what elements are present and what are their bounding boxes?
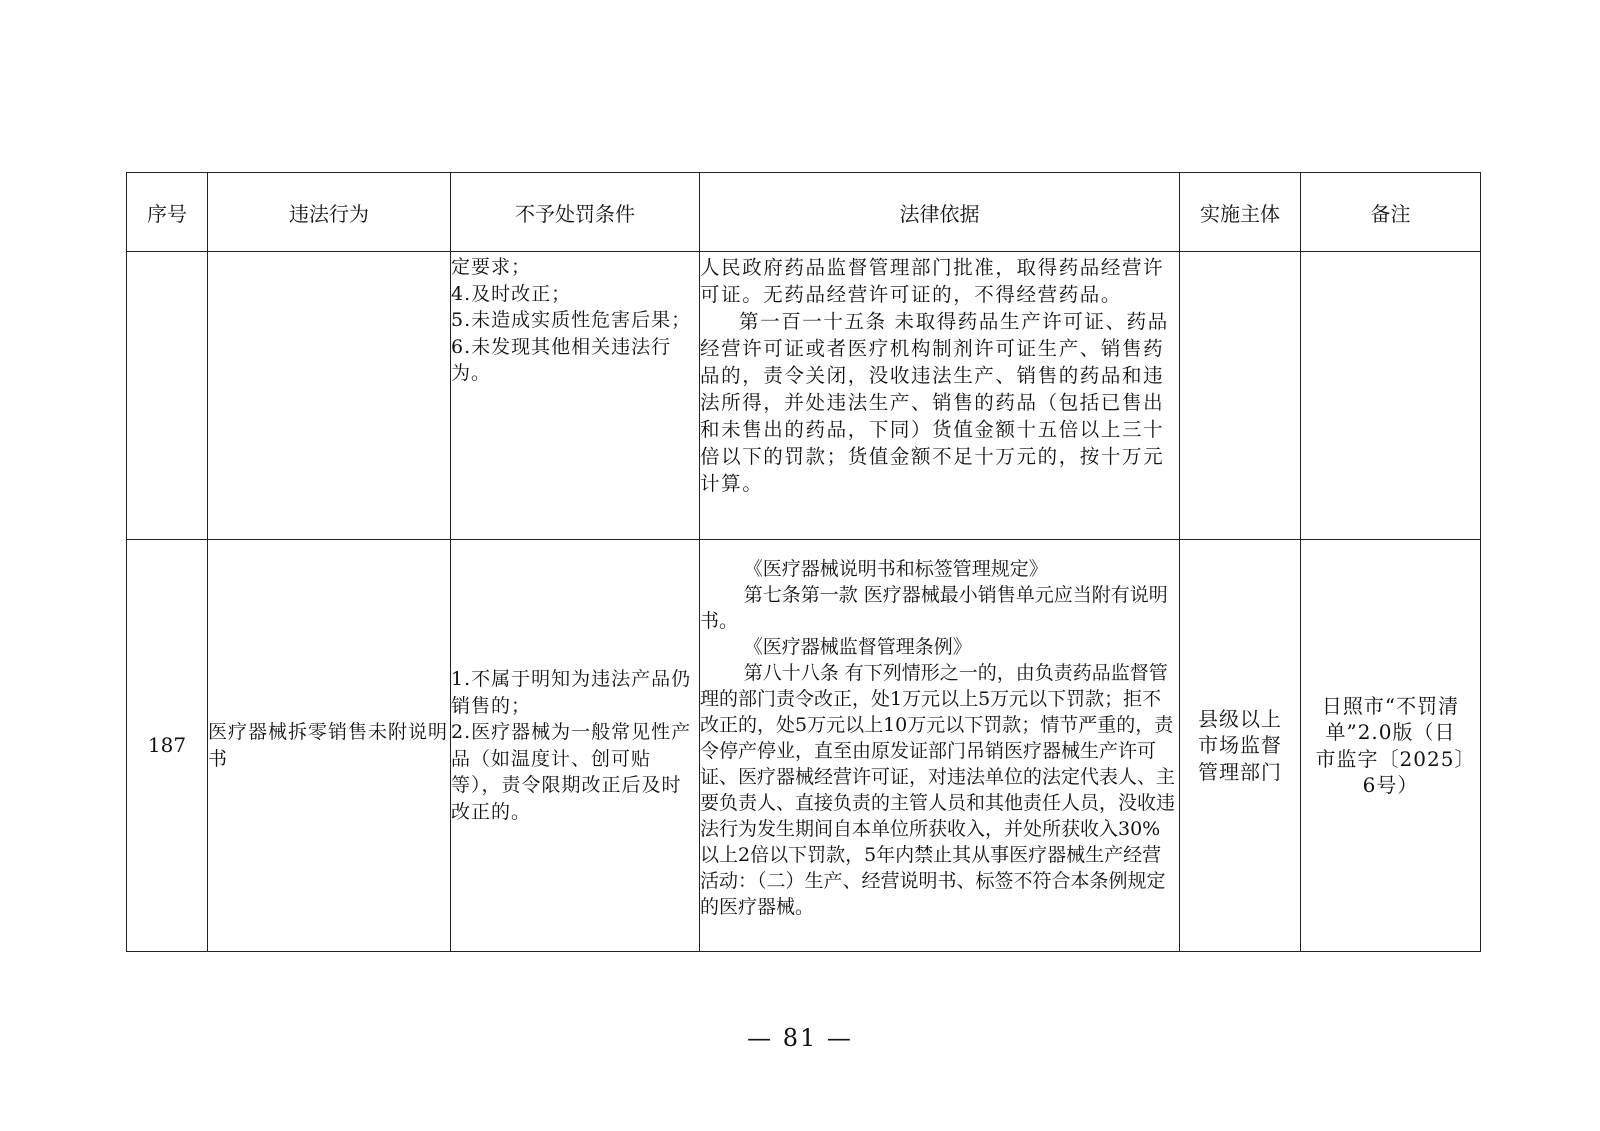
legal-paragraph: 第七条第一款 医疗器械最小销售单元应当附有说明书。 <box>700 584 1168 632</box>
legal-paragraph: 第八十八条 有下列情形之一的，由负责药品监督管理的部门责令改正，处1万元以上5万元以下罚款；拒不改正的，处5万元以上10万元以下罚款；情节严重的，责令停产停业，直至由原发证部门吊销医疗器械生产许可证、医疗器械经营许可证，对违法单位的法定代表人、主要负责人、直接负责的主管人员和其他责任人员，没收违法行为发生期间自本单位所获收入，并处所获收入30%以上2倍以下罚款，5年内禁止其从事医疗器械生产经营活动：（二）生产、经营说明书、标签不符合本条例规定的医疗器械。 <box>700 662 1176 918</box>
cont-seq-cell <box>127 252 208 540</box>
header-remarks: 备注 <box>1301 173 1481 252</box>
row-legal-basis-cell <box>700 540 1180 952</box>
legal-paragraph: 《医疗器械说明书和标签管理规定》 <box>743 558 1048 580</box>
row-behavior-cell: 医疗器械拆零销售未附说明书 <box>208 540 451 952</box>
header-conditions: 不予处罚条件 <box>451 173 700 252</box>
cont-legal-paragraph: 人民政府药品监督管理部门批准，取得药品经营许可证。无药品经营许可证的，不得经营药品。 <box>700 256 1165 306</box>
table-row-continued <box>127 252 1481 540</box>
cont-condition-line: 5.未造成实质性危害后果； <box>451 309 692 331</box>
cont-implementer-cell <box>1180 252 1301 540</box>
cont-condition-line: 定要求； <box>451 256 532 278</box>
cont-conditions-cell <box>451 252 700 540</box>
header-legal-basis: 法律依据 <box>700 173 1180 252</box>
row-implementer-cell: 县级以上市场监督管理部门 <box>1180 540 1301 952</box>
cont-condition-line: 6.未发现其他相关违法行为。 <box>451 335 672 384</box>
penalty-exemption-table <box>126 172 1481 952</box>
cont-remarks-cell <box>1301 252 1481 540</box>
row-remarks-cell: 日照市“不罚清单”2.0版（日市监字〔2025〕6号） <box>1301 540 1481 952</box>
row-conditions-cell <box>451 540 700 952</box>
table-row-187 <box>127 540 1481 952</box>
table-header-row <box>127 173 1481 252</box>
cont-condition-line: 4.及时改正； <box>451 282 572 305</box>
legal-paragraph: 《医疗器械监督管理条例》 <box>743 636 972 658</box>
header-behavior: 违法行为 <box>208 173 451 252</box>
cont-behavior-cell <box>208 252 451 540</box>
row-seq-cell: 187 <box>127 540 208 952</box>
condition-line: 1.不属于明知为违法产品仍销售的； <box>451 668 692 717</box>
header-implementer: 实施主体 <box>1180 173 1301 252</box>
header-seq: 序号 <box>127 173 208 252</box>
cont-legal-basis-cell <box>700 252 1180 540</box>
page-number: — 81 — <box>747 1024 853 1052</box>
cont-legal-paragraph: 第一百一十五条 未取得药品生产许可证、药品经营许可证或者医疗机构制剂许可证生产、销售药品的，责令关闭，没收违法生产、销售的药品和违法所得，并处违法生产、销售的药品（包括已售出和未售出的药品，下同）货值金额十五倍以上三十倍以下的罚款；货值金额不足十万元的，按十万元计算。 <box>700 310 1169 495</box>
condition-line: 2.医疗器械为一般常见性产品（如温度计、创可贴等），责令限期改正后及时改正的。 <box>451 721 692 823</box>
